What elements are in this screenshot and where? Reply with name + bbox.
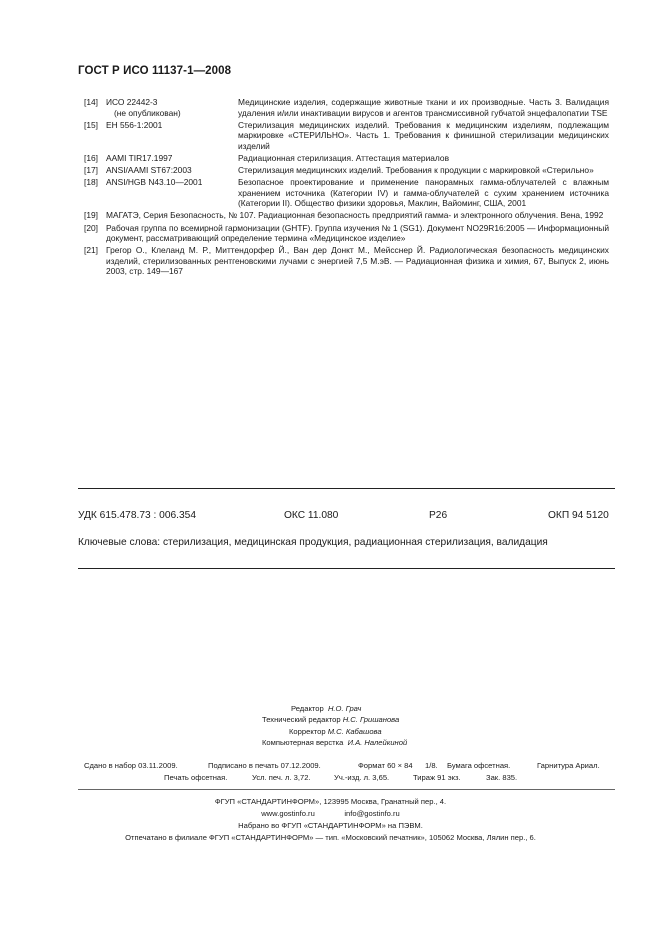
entry-text: Рабочая группа по всемирной гармонизации (GHTF). Группа изучения № 1 (SG1). Документ NO29R16:2005 — Информационный документ, рассматривающий определение термина «Медицинское изделие»	[106, 222, 609, 244]
entry-number: [16]	[84, 152, 98, 163]
print-field: 1/8.	[425, 761, 438, 770]
divider-print	[78, 789, 615, 790]
entry-code	[106, 153, 238, 164]
entry-code-line: AAMI TIR17.1997	[106, 152, 173, 163]
print-field: Усл. печ. л. 3,72.	[252, 773, 311, 782]
entry-text: МАГАТЭ, Серия Безопасность, № 107. Радиационная безопасность предприятий гамма- и электронного облучения. Вена, 1992	[106, 210, 604, 221]
keywords-line: Ключевые слова: стерилизация, медицинская продукция, радиационная стерилизация, валидация	[78, 537, 548, 548]
entry-title: Стерилизация медицинских изделий. Требования к продукции с маркировкой «Стерильно»	[238, 165, 594, 176]
entry-code-line: ANSI/AAMI ST67:2003	[106, 165, 192, 176]
typeset-note: Набрано во ФГУП «СТАНДАРТИНФОРМ» на ПЭВМ.	[238, 821, 423, 830]
bibliography-entry	[84, 245, 609, 277]
bibliography-entry	[84, 97, 609, 118]
entry-code	[106, 97, 238, 118]
entry-title: Безопасное проектирование и применение панорамных гамма-облучателей с влажным хранением источника (Категории IV) и гамма-облучателей с сухим хранением источника (Категории II). Общество физики здоровья, Маклин, Вайоминг, США, 2001	[238, 177, 609, 209]
print-field: Бумага офсетная.	[447, 761, 511, 770]
tech-editor-name: Н.С. Гришанова	[342, 715, 400, 725]
publisher-email-link[interactable]: info@gostinfo.ru	[344, 809, 400, 818]
okp-code: ОКП 94 5120	[548, 510, 609, 521]
entry-number: [20]	[84, 222, 98, 233]
entry-title: Медицинские изделия, содержащие животные ткани и их производные. Часть 3. Валидация удаления и/или инактивации вирусов и агентов трансмиссивной губчатой энцефалопатии TSE	[238, 97, 609, 118]
layout-label: Компьютерная верстка	[262, 738, 344, 748]
editor-label: Редактор	[291, 704, 324, 713]
entry-number: [14]	[84, 97, 98, 107]
entry-title: Стерилизация медицинских изделий. Требования к медицинским изделиям, подлежащим маркировке «СТЕРИЛЬНО». Часть 1. Требования к финишной стерилизации медицинских изделий	[238, 119, 609, 151]
entry-code-line: (не опубликован)	[114, 107, 181, 118]
corrector-name: М.С. Кабашова	[327, 726, 382, 736]
bibliography-entry	[84, 120, 609, 152]
print-field: Формат 60 × 84	[358, 761, 413, 770]
entry-number: [17]	[84, 165, 98, 176]
publisher-address: ФГУП «СТАНДАРТИНФОРМ», 123995 Москва, Гранатный пер., 4.	[214, 797, 447, 806]
corrector-credit	[289, 726, 382, 737]
entry-code-line: ANSI/HGB N43.10—2001	[106, 177, 203, 188]
page-header: ГОСТ Р ИСО 11137-1—2008	[78, 65, 232, 77]
entry-code-line: ЕН 556-1:2001	[106, 119, 163, 130]
publisher-contacts	[0, 809, 661, 818]
oks-code: ОКС 11.080	[284, 510, 339, 521]
print-field: Подписано в печать 07.12.2009.	[208, 761, 321, 770]
publisher-site-link[interactable]: www.gostinfo.ru	[261, 809, 315, 818]
print-field: Тираж 91 экз.	[413, 773, 461, 782]
divider-top	[78, 488, 615, 489]
printed-note: Отпечатано в филиале ФГУП «СТАНДАРТИНФОРМ» — тип. «Московский печатник», 105062 Москва, Лялин пер., 6.	[125, 833, 536, 842]
bibliography-entry	[84, 165, 609, 176]
editor-name: Н.О. Грач	[327, 704, 362, 713]
layout-credit	[262, 737, 407, 748]
entry-number: [15]	[84, 119, 98, 130]
entry-code-line: ИСО 22442-3	[106, 97, 158, 107]
udk-code: УДК 615.478.73 : 006.354	[78, 510, 196, 521]
tech-editor-label: Технический редактор	[262, 715, 341, 725]
editor-credit	[291, 703, 361, 714]
entry-code	[106, 120, 238, 152]
entry-text: Грегор О., Клеланд М. Р., Миттендорфер Й., Ван дер Донкт М., Мейсснер Й. Радиологическая безопасность медицинских изделий, стерилизованных рентгеновскими лучами с энергией 7,5 М.эВ. — Радиационная физика и химия, 67, Выпуск 2, июнь 2003, стр. 149—167	[106, 245, 609, 277]
print-field: Сдано в набор 03.11.2009.	[84, 761, 178, 770]
divider-bottom	[78, 568, 615, 569]
entry-code	[106, 165, 238, 176]
bibliography-entry	[84, 153, 609, 164]
entry-code	[106, 177, 238, 209]
category-code: Р26	[429, 510, 448, 521]
tech-editor-credit	[262, 714, 399, 725]
print-field: Гарнитура Ариал.	[537, 761, 600, 770]
entry-number: [18]	[84, 177, 98, 188]
corrector-label: Корректор	[289, 726, 326, 736]
print-field: Зак. 835.	[486, 773, 518, 782]
entry-title: Радиационная стерилизация. Аттестация материалов	[238, 152, 450, 163]
bibliography-entry	[84, 177, 609, 209]
entry-number: [21]	[84, 245, 98, 256]
bibliography-entry	[84, 223, 609, 244]
print-field: Печать офсетная.	[164, 773, 228, 782]
entry-number: [19]	[84, 210, 98, 221]
print-field: Уч.-изд. л. 3,65.	[334, 773, 390, 782]
bibliography-entry	[84, 210, 609, 221]
bibliography	[84, 97, 609, 279]
layout-name: И.А. Налейкиной	[347, 738, 408, 748]
